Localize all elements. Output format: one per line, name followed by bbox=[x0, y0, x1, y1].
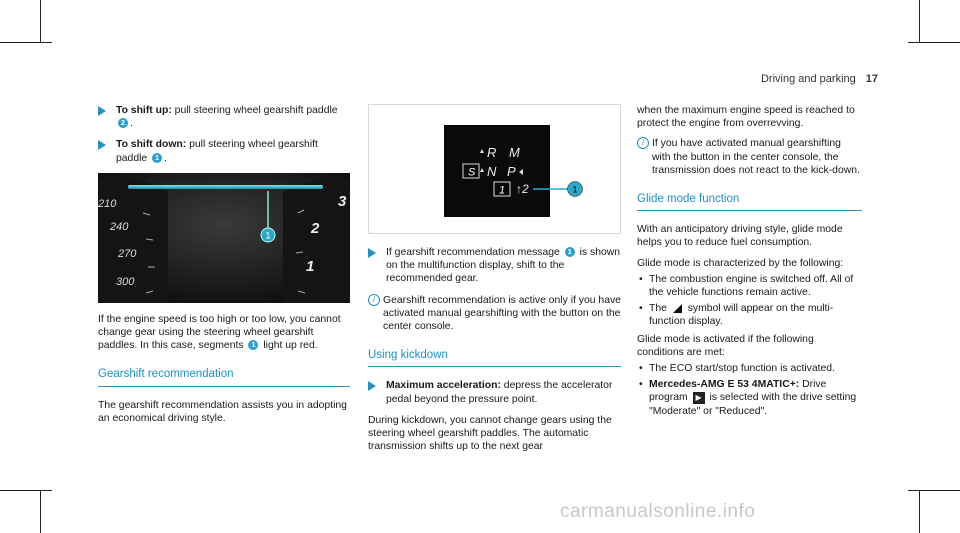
step-text: If gearshift recommendation message bbox=[386, 247, 563, 258]
gear-m: M bbox=[509, 145, 520, 160]
gauge-label: 210 bbox=[98, 197, 117, 210]
paragraph: when the maximum engine speed is reached to protect the engine from overrevving. bbox=[637, 105, 855, 130]
list-text: is selected with the drive setting "Moderate" or "Reduced". bbox=[649, 392, 857, 417]
callout-number: 2 bbox=[118, 118, 128, 128]
page-number: 17 bbox=[865, 73, 878, 85]
gear-p: P bbox=[507, 164, 516, 179]
section-title: Driving and parking bbox=[760, 73, 856, 85]
section-heading: Gearshift recommendation bbox=[98, 368, 350, 386]
sport-mode: S bbox=[468, 166, 476, 179]
step-shift-down bbox=[98, 138, 350, 164]
list-text: The bbox=[649, 303, 670, 315]
step-kickdown bbox=[368, 379, 621, 405]
step-arrow-icon bbox=[98, 140, 106, 150]
step-text: pull steering wheel gearshift paddle bbox=[116, 139, 318, 164]
step-text: depress the accelerator pedal beyond the pressure point. bbox=[386, 380, 613, 405]
paragraph-text-end: light up red. bbox=[260, 340, 318, 352]
step-text-end: . bbox=[164, 152, 167, 164]
figure-callout: 1 bbox=[572, 184, 578, 195]
step-shift-up bbox=[98, 104, 350, 130]
step-arrow-icon bbox=[368, 381, 376, 391]
gear-label: 2 bbox=[311, 219, 320, 237]
list-label: Mercedes-AMG E 53 4MATIC+: bbox=[649, 379, 800, 391]
gauge-label: 270 bbox=[118, 247, 137, 260]
callout-number: 1 bbox=[152, 153, 162, 163]
crop-mark bbox=[908, 42, 960, 43]
callout-number: 1 bbox=[248, 340, 258, 350]
step-label: Maximum acceleration: bbox=[386, 380, 501, 392]
crop-mark bbox=[919, 0, 920, 42]
glide-mode-icon bbox=[672, 303, 683, 314]
list-item: • The combustion engine is switched off. All of the vehicle functions remain active. bbox=[637, 273, 862, 299]
column-left bbox=[98, 104, 350, 432]
current-gear: 1 bbox=[499, 184, 506, 197]
step-arrow-icon bbox=[368, 248, 376, 258]
gauge-label: 240 bbox=[110, 220, 129, 233]
step-text-end: is shown on the multifunction display, shift to the recommended gear. bbox=[386, 247, 621, 285]
gauge-label: 300 bbox=[116, 275, 135, 288]
step-text-end: . bbox=[130, 118, 133, 130]
section-heading: Glide mode function bbox=[637, 193, 862, 211]
column-middle bbox=[368, 104, 621, 460]
note-text: If you have activated manual gearshifting with the button in the center console, the transmission does not react to the kick-down. bbox=[652, 138, 860, 176]
column-right bbox=[637, 104, 862, 421]
paragraph: Glide mode is characterized by the following: bbox=[637, 257, 844, 269]
paragraph: With an anticipatory driving style, glide mode helps you to reduce fuel consumption. bbox=[637, 224, 843, 249]
step-recommendation bbox=[368, 246, 621, 286]
gear-display-figure bbox=[368, 104, 621, 234]
watermark: carmanualsonline.info bbox=[560, 501, 756, 522]
step-arrow-icon bbox=[98, 106, 106, 116]
list-item: • The ECO start/stop function is activated. bbox=[637, 362, 862, 375]
list-text: symbol will appear on the multi-function display. bbox=[649, 303, 834, 328]
crop-mark bbox=[908, 490, 960, 491]
crop-mark bbox=[0, 490, 52, 491]
page-header bbox=[761, 73, 878, 86]
gear-r: R bbox=[487, 145, 497, 160]
gear-n: N bbox=[487, 164, 497, 179]
info-note bbox=[368, 294, 621, 334]
paragraph: Glide mode is activated if the following conditions are met: bbox=[637, 333, 814, 358]
shift-segments bbox=[128, 185, 323, 189]
list-item bbox=[637, 302, 862, 328]
paragraph: During kickdown, you cannot change gears using the steering wheel gearshift paddles. The automatic transmission shifts up to the next gear bbox=[368, 414, 612, 453]
paragraph: The gearshift recommendation assists you in adopting an economical driving style. bbox=[98, 399, 347, 424]
crop-mark bbox=[0, 42, 52, 43]
next-gear: ↑2 bbox=[516, 182, 529, 196]
step-text: pull steering wheel gearshift paddle bbox=[171, 105, 338, 116]
note-text: Gearshift recommendation is active only if you have activated manual gearshifting with the button on the center console. bbox=[383, 294, 621, 333]
info-icon: i bbox=[368, 294, 380, 306]
list-item bbox=[637, 378, 862, 418]
gear-label: 3 bbox=[338, 192, 347, 210]
crop-mark bbox=[40, 0, 41, 42]
paragraph-text: If the engine speed is too high or too low, you cannot change gear using the steering wheel gearshift paddles. In this case, segments bbox=[98, 313, 341, 352]
figure-callout: 1 bbox=[265, 230, 271, 241]
step-label: To shift down: bbox=[116, 139, 187, 151]
step-label: To shift up: bbox=[116, 105, 172, 116]
crop-mark bbox=[919, 491, 920, 533]
section-heading: Using kickdown bbox=[368, 349, 621, 367]
info-note bbox=[637, 137, 862, 177]
info-icon: i bbox=[637, 137, 649, 149]
instrument-cluster-figure bbox=[98, 173, 350, 303]
drive-program-icon: ▶ bbox=[693, 392, 705, 404]
list-text: Drive program bbox=[649, 379, 827, 404]
paragraph bbox=[98, 313, 350, 353]
crop-mark bbox=[40, 491, 41, 533]
callout-number: 1 bbox=[565, 247, 575, 257]
gear-label: 1 bbox=[306, 257, 315, 275]
